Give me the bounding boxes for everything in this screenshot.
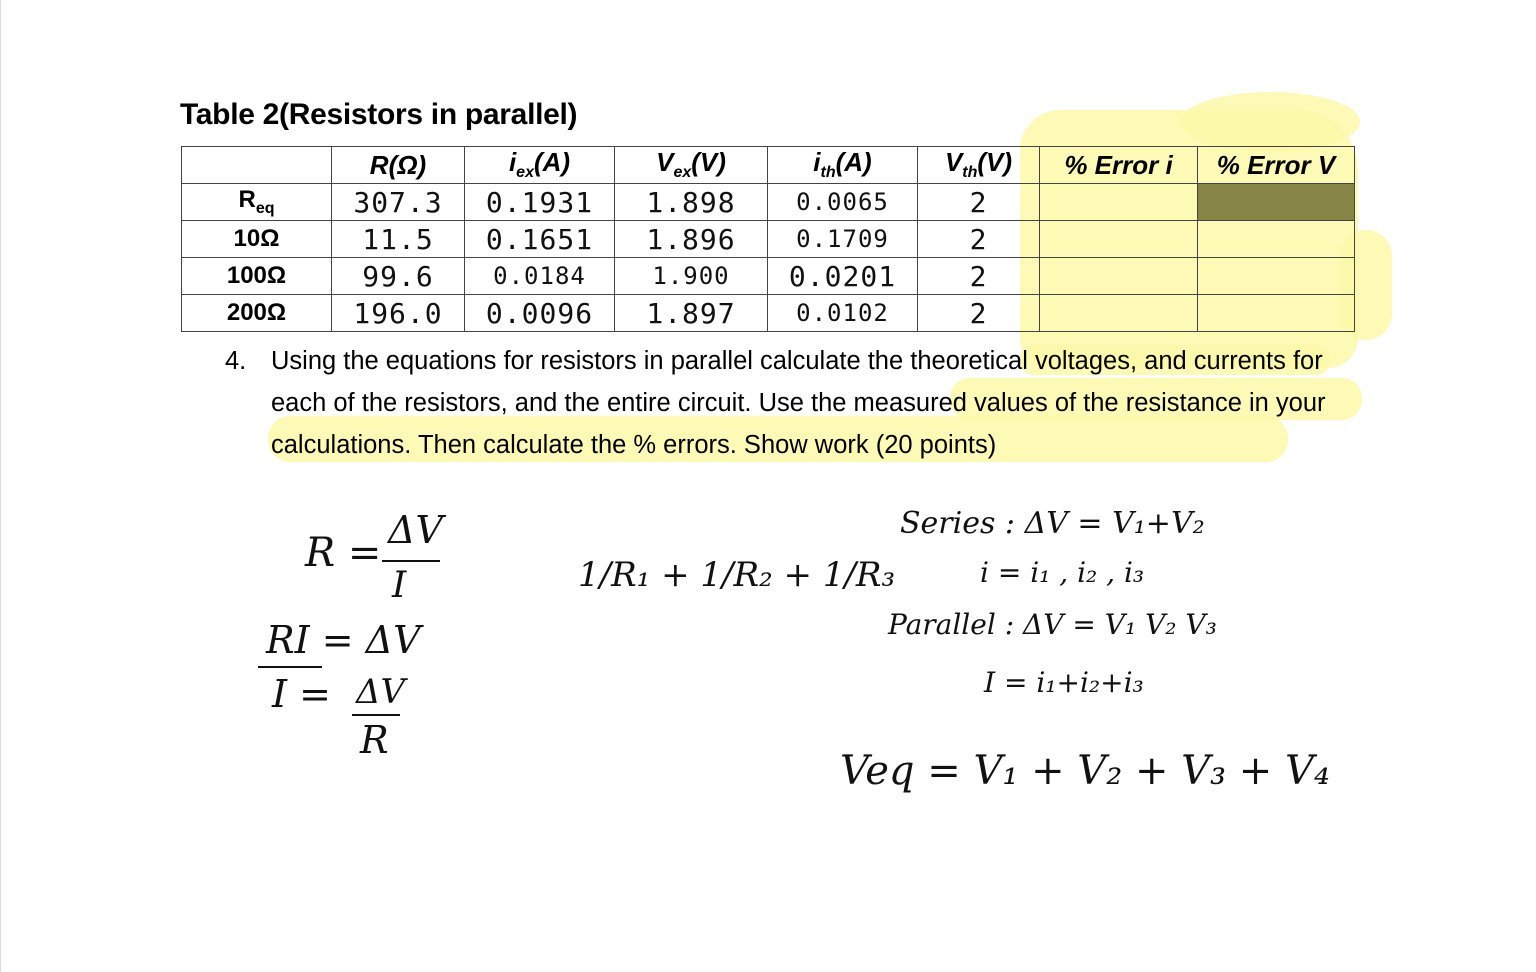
cell-vth: 2 bbox=[918, 184, 1040, 221]
hw-ri-eq: RI = ΔV bbox=[266, 618, 421, 662]
data-table bbox=[181, 146, 1355, 332]
cell-vex: 1.900 bbox=[615, 258, 768, 295]
hw-series-i: i = i₁ , i₂ , i₃ bbox=[980, 556, 1145, 589]
cell-error-v bbox=[1198, 258, 1355, 295]
cell-ith: 0.0201 bbox=[768, 258, 918, 295]
header-vex: $V_{ex}(V)$ bbox=[615, 147, 768, 184]
fraction-bar bbox=[258, 666, 322, 668]
hw-parallel-line: Parallel : ΔV = V₁ V₂ V₃ bbox=[888, 608, 1217, 641]
table-row bbox=[182, 295, 1355, 332]
cell-iex: 0.1651 bbox=[465, 221, 615, 258]
cell-vex: 1.896 bbox=[615, 221, 768, 258]
fraction-bar bbox=[352, 714, 400, 716]
header-ith: $i_{th}(A)$ bbox=[768, 147, 918, 184]
cell-vth: 2 bbox=[918, 221, 1040, 258]
cell-r: 11.5 bbox=[332, 221, 465, 258]
cell-ith: 0.0065 bbox=[768, 184, 918, 221]
cell-r: 196.0 bbox=[332, 295, 465, 332]
cell-r: 99.6 bbox=[332, 258, 465, 295]
cell-vth: 2 bbox=[918, 295, 1040, 332]
cell-iex: 0.0184 bbox=[465, 258, 615, 295]
header-r: R(Ω) bbox=[332, 147, 465, 184]
row-label: 100Ω bbox=[182, 258, 332, 295]
instruction-text: Using the equations for resistors in parallel calculate the theoretical voltages, and currents for each of the resistors, and the entire circuit. Use the measured values of the resistance in your calculations. Then calculate the % errors. Show work (20 points) bbox=[271, 347, 1326, 459]
cell-vex: 1.898 bbox=[615, 184, 768, 221]
hw-series-line: Series : ΔV = V₁+V₂ bbox=[900, 506, 1205, 541]
hw-ohms-law-num: ΔV bbox=[388, 508, 443, 552]
header-empty bbox=[182, 147, 332, 184]
hw-ohms-law-den: I bbox=[392, 565, 407, 606]
table-header-row bbox=[182, 147, 1355, 184]
hw-i-den: R bbox=[360, 718, 389, 762]
cell-iex: 0.1931 bbox=[465, 184, 615, 221]
hw-i-num: ΔV bbox=[356, 672, 406, 712]
table-row bbox=[182, 184, 1355, 221]
table-row bbox=[182, 221, 1355, 258]
cell-error-v bbox=[1198, 221, 1355, 258]
table-row bbox=[182, 258, 1355, 295]
cell-error-v bbox=[1198, 295, 1355, 332]
cell-vex: 1.897 bbox=[615, 295, 768, 332]
cell-error-i bbox=[1040, 184, 1198, 221]
header-error-v: % Error V bbox=[1198, 147, 1355, 184]
row-label: $R_{eq}$ bbox=[182, 184, 332, 221]
cell-vth: 2 bbox=[918, 258, 1040, 295]
table-title: Table 2(Resistors in parallel) bbox=[180, 98, 578, 131]
hw-ohms-law-lhs: R = bbox=[305, 530, 382, 576]
instruction-number: 4. bbox=[225, 347, 247, 375]
header-iex: $i_{ex}(A)$ bbox=[465, 147, 615, 184]
fraction-bar bbox=[382, 560, 440, 562]
header-vth: $V_{th}(V)$ bbox=[918, 147, 1040, 184]
cell-error-i bbox=[1040, 295, 1198, 332]
page-edge bbox=[0, 0, 1, 972]
hw-i-lhs: I = bbox=[272, 672, 331, 716]
cell-ith: 0.1709 bbox=[768, 221, 918, 258]
cell-error-v-shaded bbox=[1198, 184, 1355, 221]
cell-ith: 0.0102 bbox=[768, 295, 918, 332]
cell-error-i bbox=[1040, 221, 1198, 258]
cell-error-i bbox=[1040, 258, 1198, 295]
row-label: 10Ω bbox=[182, 221, 332, 258]
hw-parallel-i: I = i₁+i₂+i₃ bbox=[984, 666, 1144, 699]
header-error-i: % Error i bbox=[1040, 147, 1198, 184]
cell-iex: 0.0096 bbox=[465, 295, 615, 332]
cell-r: 307.3 bbox=[332, 184, 465, 221]
hw-veq-line: Veq = V₁ + V₂ + V₃ + V₄ bbox=[840, 748, 1330, 794]
row-label: 200Ω bbox=[182, 295, 332, 332]
hw-parallel-sum: 1/R₁ + 1/R₂ + 1/R₃ bbox=[578, 555, 896, 595]
